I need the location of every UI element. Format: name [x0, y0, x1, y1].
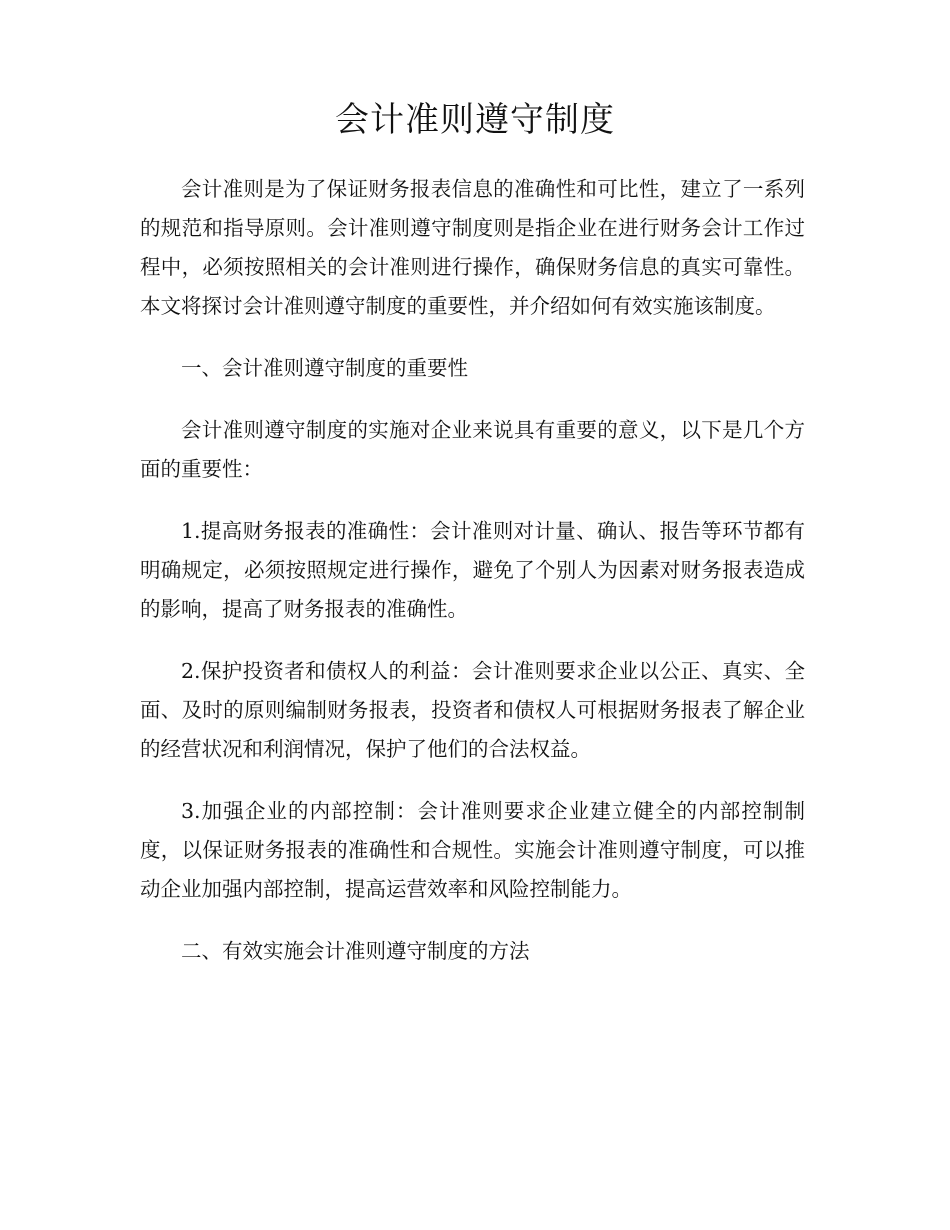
list-item-accuracy: 1.提高财务报表的准确性：会计准则对计量、确认、报告等环节都有明确规定，必须按照规定进行操作，避免了个别人为因素对财务报表造成的影响，提高了财务报表的准确性。 [140, 519, 805, 621]
list-item-internal-control: 3.加强企业的内部控制：会计准则要求企业建立健全的内部控制制度，以保证财务报表的准确性和合规性。实施会计准则遵守制度，可以推动企业加强内部控制，提高运营效率和风险控制能力。 [140, 799, 805, 901]
section-heading-importance: 一、会计准则遵守制度的重要性 [181, 356, 468, 380]
intro-paragraph: 会计准则是为了保证财务报表信息的准确性和可比性，建立了一系列的规范和指导原则。会计准则遵守制度则是指企业在进行财务会计工作过程中，必须按照相关的会计准则进行操作，确保财务信息的真实可靠性。本文将探讨会计准则遵守制度的重要性，并介绍如何有效实施该制度。 [140, 177, 805, 318]
section-heading-implementation: 二、有效实施会计准则遵守制度的方法 [181, 939, 530, 963]
document-title: 会计准则遵守制度 [335, 100, 615, 140]
document-body [140, 170, 805, 994]
importance-intro-paragraph: 会计准则遵守制度的实施对企业来说具有重要的意义，以下是几个方面的重要性： [140, 418, 805, 481]
list-item-investor-protection: 2.保护投资者和债权人的利益：会计准则要求企业以公正、真实、全面、及时的原则编制财务报表，投资者和债权人可根据财务报表了解企业的经营状况和利润情况，保护了他们的合法权益。 [140, 659, 805, 761]
